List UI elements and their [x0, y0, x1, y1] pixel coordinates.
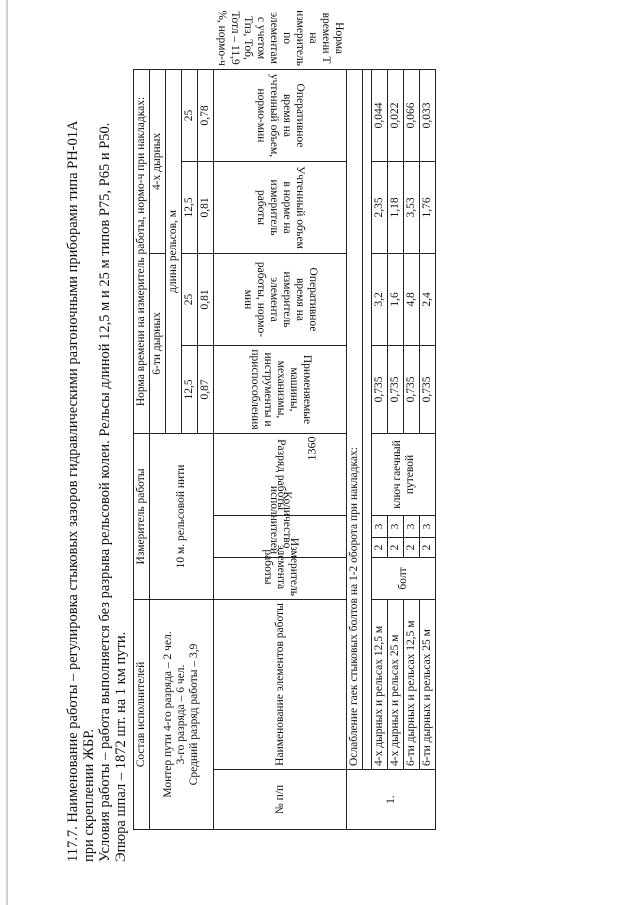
spacer-row [363, 69, 372, 769]
row-oper: 0,735 [404, 345, 420, 433]
h-uchet [214, 161, 347, 253]
h-oper-uchet [214, 69, 347, 161]
sostav-cell [150, 599, 214, 829]
row-razr: 3 [372, 515, 388, 537]
header-line-1: 117.7. Наименование работы – регулировка стыковых зазоров гидравлическими разгоночными приборами типа РН-01А [65, 120, 81, 862]
row-oper-uchet: 3,53 [404, 161, 420, 253]
rotated-page [65, 10, 535, 870]
h-mash-text: Применяемые машины, механизмы, инструменты и приспособления [248, 349, 313, 430]
row-norma: 0,033 [420, 69, 436, 161]
row-razr: 3 [404, 515, 420, 537]
row-oper: 0,735 [372, 345, 388, 433]
len-6-b: 25 [182, 253, 198, 345]
row-kol: 2 [420, 537, 436, 557]
len-4-b: 25 [182, 69, 198, 161]
col-sostav: Состав исполнителей [134, 599, 150, 829]
scan-edge [6, 0, 8, 905]
row-uchet: 4,8 [404, 253, 420, 345]
row-norma: 0,022 [388, 69, 404, 161]
row-name: 4-х дырных и рельсах 12,5 м [372, 599, 388, 769]
row-oper: 0,735 [420, 345, 436, 433]
col-izmeritel: Измеритель работы [134, 433, 150, 599]
h-kol [214, 485, 347, 557]
row-uchet: 1,6 [388, 253, 404, 345]
h-oper-uchet-text: Оперативное время на учтенный объем, нормо-мин [255, 73, 306, 158]
nakladki-4: 4-х дырных [150, 69, 166, 253]
h-norma-t-text: Норма времени Т на измеритель по элементам с учетом Тпз, Тоб, Тотл – 11,9 %, нормо-ч [216, 10, 345, 66]
row-name: 6-ти дырных и рельсах 12,5 м [404, 599, 420, 769]
header-line-4: Эпюра шпал – 1872 шт. на 1 км пути. [113, 631, 129, 862]
row-norma: 0,066 [404, 69, 420, 161]
row-oper-uchet: 1,18 [388, 161, 404, 253]
norm-table [133, 10, 436, 830]
header-line-3: Условия работы – работа выполняется без разрыва рельсовой колеи. Рельсы длиной 12,5 м и 25 м типов Р75, Р65 и Р50. [97, 122, 113, 862]
row-norma: 0,044 [372, 69, 388, 161]
nakladki-6: 6-ти дырных [150, 253, 166, 433]
row-razr: 3 [420, 515, 436, 537]
sostav-line-3: Средний разряд работы – 3,9 [188, 643, 200, 786]
h-name: Наименование элементов работы [214, 599, 347, 769]
row-oper-uchet: 1,76 [420, 161, 436, 253]
h-oper-text: Оперативное время на измеритель элемента работы, нормо-мин [242, 261, 319, 338]
izm-element: болт [372, 557, 436, 599]
page-number: 1360 [304, 436, 319, 461]
row-kol: 2 [372, 537, 388, 557]
row-razr: 3 [388, 515, 404, 537]
work-header [65, 57, 129, 862]
sostav-line-1: Монтер пути 4-го разряда – 2 чел. [162, 631, 174, 798]
group-title: Ослабление гаек стыковых болтов на 1-2 оборота при накладках: [347, 69, 363, 769]
h-uchet-text: Учтенный объем в норме на измеритель работы [255, 166, 306, 249]
len-6-a: 12,5 [182, 345, 198, 433]
h-izm-el-text: Измеритель элемента работы [261, 537, 300, 596]
table-row [372, 69, 388, 829]
h-num: № п/п [214, 770, 347, 830]
row-kol: 2 [404, 537, 420, 557]
row-name: 4-х дырных и рельсах 25 м [388, 599, 404, 769]
izmeritel-value: 10 м. рельсовой нити [150, 433, 214, 599]
row-oper-uchet: 2,35 [372, 161, 388, 253]
row-number: 1. [347, 770, 436, 830]
h-razryad [214, 433, 347, 515]
h-izm-el [214, 537, 347, 599]
sostav-line-2: 3-го разряда – 6 чел. [175, 664, 187, 765]
h-razryad-text: Разряд работы [274, 439, 287, 510]
tool: ключ гаечный путевой [372, 433, 436, 515]
dlina-label: длина рельсов, м [166, 69, 182, 433]
len-4-a: 12,5 [182, 161, 198, 253]
norm-6-a: 0,87 [198, 345, 214, 433]
row-uchet: 3,2 [372, 253, 388, 345]
row-oper: 0,735 [388, 345, 404, 433]
row-name: 6-ти дырных и рельсах 25 м [420, 599, 436, 769]
norm-4-b: 0,78 [198, 69, 214, 161]
h-kol-text: Количество исполнителей [268, 485, 293, 554]
row-kol: 2 [388, 537, 404, 557]
col-norma: Норма времени на измеритель работы, нормо-ч при накладках: [134, 69, 150, 433]
norm-6-b: 0,81 [198, 253, 214, 345]
row-uchet: 2,4 [420, 253, 436, 345]
header-line-2: при скреплении ЖБР. [81, 728, 97, 862]
h-mash [214, 345, 347, 433]
norm-4-a: 0,81 [198, 161, 214, 253]
h-oper [214, 253, 347, 345]
